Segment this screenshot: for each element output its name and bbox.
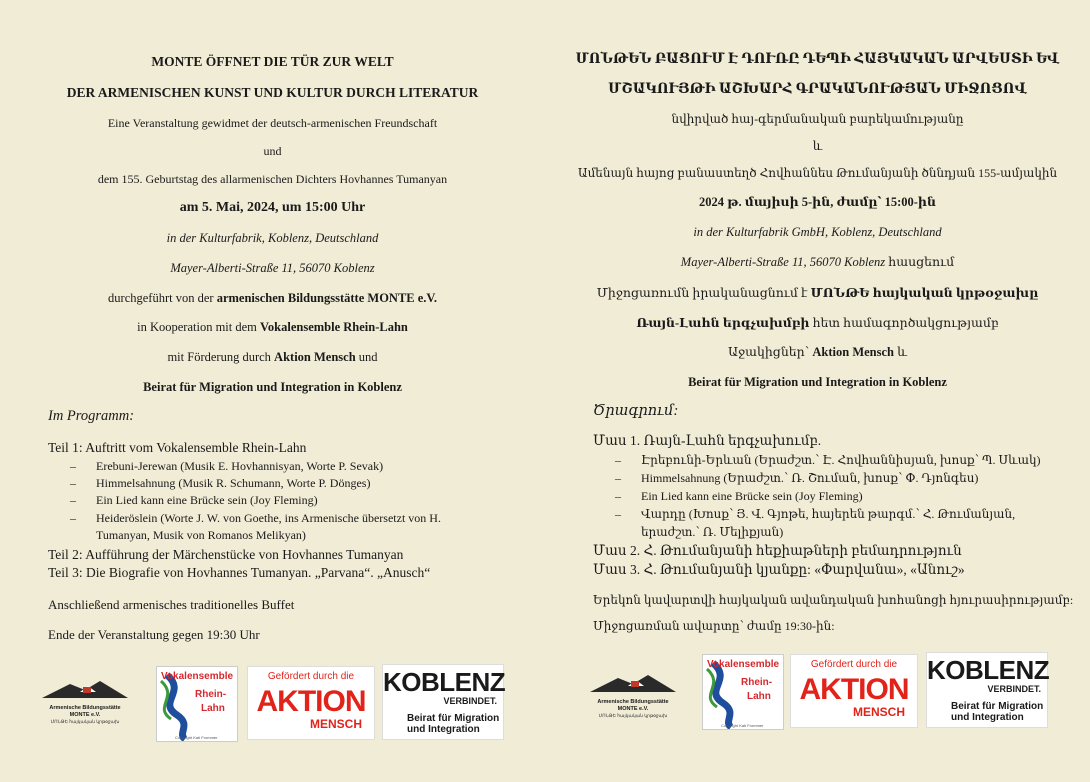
de-title-line2: DER ARMENISCHEN KUNST UND KULTUR DURCH LITERATUR: [66, 85, 479, 100]
de-part1: Teil 1: Auftritt vom Vokalensemble Rhein-Lahn: [48, 440, 307, 455]
monte-caption-right: Armenische Bildungsstätte MONTE e.V.: [597, 699, 669, 712]
aktion-main-text: AKTION: [256, 685, 366, 718]
koblenz-beirat-line1-right: Beirat für Migration: [951, 701, 1044, 712]
hy-buffet: Երեկոն կավարտվի հայկական ավանդական խոհանոցի հյուրասիրությամբ:: [593, 593, 1074, 607]
de-support-pre: mit Förderung durch: [167, 350, 275, 364]
de-part3: Teil 3: Die Biografie von Hovhannes Tumanyan. „Parvana“. „Anusch“: [48, 565, 431, 580]
aktion-mensch-logo: [247, 666, 375, 740]
hy-song-4-cont: երաժշտ.՝ Ռ. Մելիքյան): [641, 525, 784, 539]
aktion-mensch-text: MENSCH: [309, 717, 362, 731]
de-birthday: dem 155. Geburtstag des allarmenischen Dichters Hovhannes Tumanyan: [97, 172, 448, 186]
de-buffet: Anschließend armenisches traditionelles Buffet: [48, 597, 295, 612]
hy-coop-line: [575, 314, 1060, 332]
vokalensemble-logo: [156, 666, 238, 742]
aktion-top-text-right: Gefördert durch die: [810, 659, 898, 670]
de-organizer-line: [30, 289, 515, 307]
de-organizer-pre: durchgeführt von der: [108, 291, 217, 305]
hy-program-heading: Ծրագրում:: [593, 403, 679, 419]
monte-mountain-icon: [40, 678, 130, 700]
hy-organizer-pre: Միջոցառումն իրականացնում է: [596, 286, 811, 300]
vokalensemble-lahn: Lahn: [201, 703, 225, 714]
hy-dedication: նվիրված հայ-գերմանական բարեկամությանը: [671, 112, 964, 126]
hy-organizer: ՄՈՆԹԵ հայկական կրթօջախը: [810, 286, 1039, 300]
aktion-mensch-logo-right: [790, 654, 918, 728]
vokalensemble-rhein-right: Rhein-: [741, 677, 773, 688]
de-support: Aktion Mensch: [274, 350, 356, 364]
de-dedication: Eine Veranstaltung gewidmet der deutsch-armenischen Freundschaft: [107, 116, 438, 130]
aktion-top-text: Gefördert durch die: [267, 671, 355, 682]
hy-part3: Մաս 3. Հ. Թումանյանի կյանքը: «Փարվանա», «Անուշ»: [593, 562, 965, 577]
de-song-4: – Heideröslein (Worte J. W. von Goethe, ins Armenische übersetzt von H.: [96, 510, 505, 526]
hy-support-post: և: [893, 345, 907, 359]
vokalensemble-rhein: Rhein-: [195, 689, 227, 700]
monte-logo: [40, 678, 130, 724]
hy-part2: Մաս 2. Հ. Թումանյանի հեքիաթների բեմադրություն: [593, 543, 962, 558]
koblenz-title-right: KOBLENZ: [927, 655, 1050, 685]
de-coop-pre: in Kooperation mit dem: [137, 320, 261, 334]
hy-song-4: – Վարդը (Խոսք՝ Յ. Վ. Գյոթե, հայերեն թարգմ.՝ Հ. Թումանյան,: [641, 506, 1050, 522]
de-date: am 5. Mai, 2024, um 15:00 Uhr: [179, 200, 366, 215]
hy-end: Միջոցառման ավարտը՝ ժամը 19:30-ին:: [593, 619, 835, 633]
hy-song-2: – Himmelsahnung (Երաժշտ.՝ Ռ. Շուման, խոսք՝ Փ. Դյոնգես): [641, 470, 1050, 486]
hy-title-line2: ՄՇԱԿՈՒՅԹԻ ԱՇԽԱՐՀ ԳՐԱԿԱՆՈՒԹՅԱՆ ՄԻՋՈՑՈՎ: [608, 81, 1027, 96]
koblenz-beirat: [407, 713, 499, 735]
de-program-heading: Im Programm:: [48, 408, 135, 424]
monte-subcaption: ՄՈՆԹԵ հայկական կրթօջախ: [50, 719, 120, 724]
koblenz-logo-right: [926, 652, 1048, 728]
de-beirat: Beirat für Migration und Integration in Koblenz: [143, 380, 402, 394]
hy-address: Mayer-Alberti-Straße 11, 56070 Koblenz: [680, 255, 886, 269]
vokalensemble-lahn-right: Lahn: [747, 691, 771, 702]
hy-support-line: [575, 343, 1060, 361]
hy-beirat: Beirat für Migration und Integration in Koblenz: [688, 375, 947, 389]
hy-venue: in der Kulturfabrik GmbH, Koblenz, Deutschland: [693, 225, 942, 239]
de-song-3: – Ein Lied kann eine Brücke sein (Joy Fleming): [96, 492, 505, 508]
koblenz-beirat-line2: und Integration: [407, 724, 480, 735]
hy-title-line1: ՄՈՆԹԵՆ ԲԱՑՈՒՄ Է ԴՈՒՌԸ ԴԵՊԻ ՀԱՅԿԱԿԱՆ ԱՐՎԵՍՏԻ ԵՎ: [575, 51, 1060, 66]
vokalensemble-copyright-right: Copyright Kati Frommer: [721, 723, 764, 728]
de-coop: Vokalensemble Rhein-Lahn: [260, 320, 408, 334]
de-song-1: – Erebuni-Jerewan (Musik E. Hovhannisyan, Worte P. Sevak): [96, 458, 505, 474]
koblenz-subtitle-right: VERBINDET.: [987, 684, 1041, 694]
hy-support-pre: Աջակիցներ՝: [728, 345, 813, 359]
vokalensemble-title: Vokalensemble: [161, 671, 234, 682]
hy-address-line: [575, 253, 1060, 271]
de-coop-line: [30, 318, 515, 336]
koblenz-beirat-line2-right: und Integration: [951, 712, 1024, 723]
koblenz-beirat-line1: Beirat für Migration: [407, 713, 500, 724]
hy-organizer-line: [575, 284, 1060, 302]
hy-song-3: – Ein Lied kann eine Brücke sein (Joy Fleming): [641, 488, 1050, 504]
de-venue: in der Kulturfabrik, Koblenz, Deutschland: [166, 231, 379, 245]
hy-and: և: [812, 139, 823, 153]
monte-logo-right: [588, 672, 678, 718]
aktion-main-text-right: AKTION: [799, 673, 909, 706]
de-address: Mayer-Alberti-Straße 11, 56070 Koblenz: [170, 261, 375, 275]
de-song-2: – Himmelsahnung (Musik R. Schumann, Worte P. Dönges): [96, 475, 505, 491]
vokalensemble-title-right: Vokalensemble: [707, 659, 780, 670]
vokalensemble-copyright: Copyright Kati Frommer: [175, 735, 218, 740]
de-part2: Teil 2: Aufführung der Märchenstücke von Hovhannes Tumanyan: [48, 547, 404, 562]
hy-birthday: Ամենայն հայոց բանաստեղծ Հովհաննես Թումանյանի ծննդյան 155-ամյակին: [577, 166, 1058, 180]
monte-caption: Armenische Bildungsstätte MONTE e.V.: [49, 705, 121, 718]
hy-coop: Ռայն-Լահն երգչախմբի: [636, 316, 810, 330]
koblenz-beirat-right: [951, 701, 1043, 723]
hy-coop-post: հետ համագործակցությամբ: [809, 316, 999, 330]
de-end: Ende der Veranstaltung gegen 19:30 Uhr: [48, 627, 260, 642]
koblenz-logo: [382, 664, 504, 740]
de-organizer: armenischen Bildungsstätte MONTE e.V.: [216, 291, 437, 305]
de-support-line: [30, 348, 515, 366]
aktion-mensch-text-right: MENSCH: [852, 705, 905, 719]
de-song-4-cont: Tumanyan, Musik von Romanos Melikyan): [96, 528, 306, 542]
monte-mountain-icon-right: [588, 672, 678, 694]
koblenz-title: KOBLENZ: [383, 667, 506, 697]
monte-subcaption-right: ՄՈՆԹԵ հայկական կրթօջախ: [598, 713, 668, 718]
vokalensemble-logo-right: [702, 654, 784, 730]
hy-support: Aktion Mensch: [812, 345, 894, 359]
de-und: und: [263, 144, 282, 158]
de-title-line1: MONTE ÖFFNET DIE TÜR ZUR WELT: [151, 54, 394, 69]
hy-address-post: հասցեում: [885, 255, 955, 269]
hy-song-1: – Էրեբունի-Երևան (Երաժշտ.՝ Է. Հովհաննիսյան, խոսք՝ Պ. Սևակ): [641, 452, 1050, 468]
de-support-post: und: [355, 350, 378, 364]
hy-part1: Մաս 1. Ռայն-Լահն երգչախումբ.: [593, 433, 822, 448]
hy-date: 2024 թ. մայիսի 5-ին, ժամը՝ 15:00-ին: [699, 195, 936, 209]
koblenz-subtitle: VERBINDET.: [443, 696, 497, 706]
